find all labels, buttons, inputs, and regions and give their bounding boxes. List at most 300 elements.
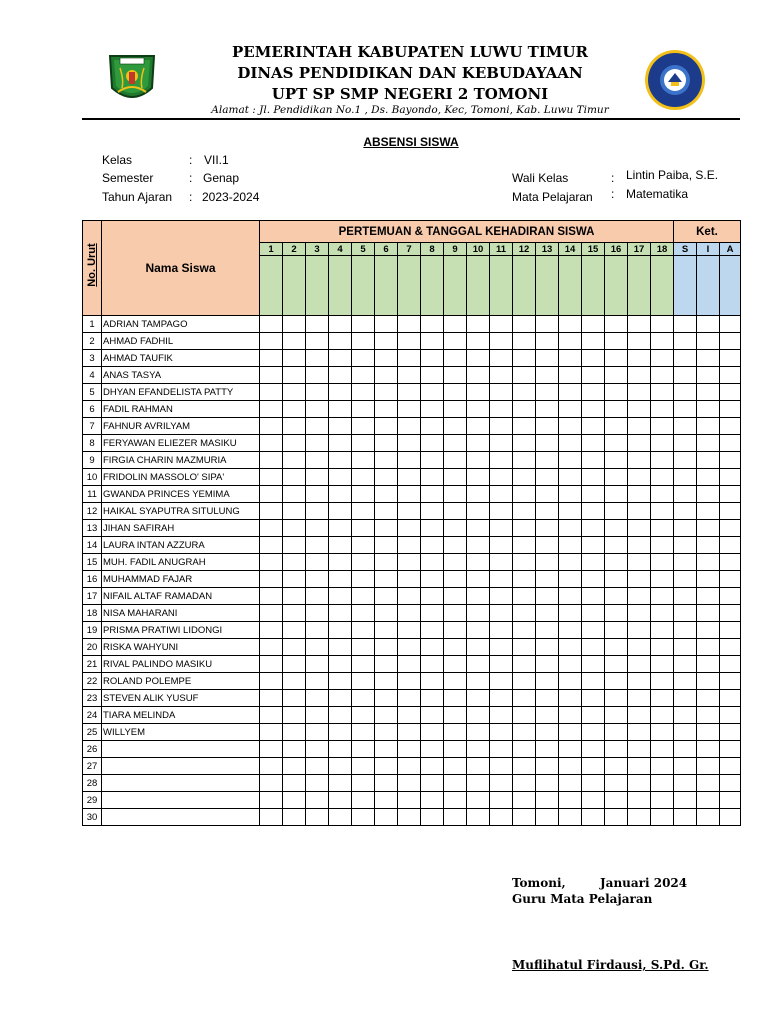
attendance-cell[interactable]: [628, 809, 651, 826]
attendance-cell[interactable]: [605, 384, 628, 401]
attendance-cell[interactable]: [421, 350, 444, 367]
attendance-cell[interactable]: [375, 673, 398, 690]
attendance-cell[interactable]: [283, 622, 306, 639]
attendance-cell[interactable]: [513, 350, 536, 367]
attendance-cell[interactable]: [490, 758, 513, 775]
attendance-cell[interactable]: [513, 741, 536, 758]
attendance-cell[interactable]: [306, 605, 329, 622]
attendance-cell[interactable]: [536, 486, 559, 503]
attendance-cell[interactable]: [260, 758, 283, 775]
meeting-date-cell[interactable]: [260, 256, 283, 316]
attendance-cell[interactable]: [513, 707, 536, 724]
attendance-cell[interactable]: [582, 622, 605, 639]
attendance-cell[interactable]: [605, 690, 628, 707]
attendance-cell[interactable]: [283, 350, 306, 367]
attendance-cell[interactable]: [329, 418, 352, 435]
attendance-cell[interactable]: [329, 605, 352, 622]
attendance-cell[interactable]: [467, 673, 490, 690]
ket-cell[interactable]: [697, 520, 720, 537]
ket-cell[interactable]: [697, 333, 720, 350]
attendance-cell[interactable]: [513, 384, 536, 401]
attendance-cell[interactable]: [536, 792, 559, 809]
attendance-cell[interactable]: [352, 401, 375, 418]
attendance-cell[interactable]: [398, 435, 421, 452]
attendance-cell[interactable]: [490, 792, 513, 809]
attendance-cell[interactable]: [306, 741, 329, 758]
attendance-cell[interactable]: [375, 775, 398, 792]
attendance-cell[interactable]: [582, 571, 605, 588]
attendance-cell[interactable]: [467, 554, 490, 571]
attendance-cell[interactable]: [421, 571, 444, 588]
attendance-cell[interactable]: [421, 401, 444, 418]
attendance-cell[interactable]: [306, 384, 329, 401]
attendance-cell[interactable]: [536, 469, 559, 486]
attendance-cell[interactable]: [398, 316, 421, 333]
attendance-cell[interactable]: [306, 775, 329, 792]
attendance-cell[interactable]: [490, 418, 513, 435]
attendance-cell[interactable]: [467, 724, 490, 741]
attendance-cell[interactable]: [582, 724, 605, 741]
attendance-cell[interactable]: [536, 809, 559, 826]
attendance-cell[interactable]: [559, 690, 582, 707]
attendance-cell[interactable]: [582, 605, 605, 622]
attendance-cell[interactable]: [605, 741, 628, 758]
attendance-cell[interactable]: [582, 503, 605, 520]
attendance-cell[interactable]: [352, 418, 375, 435]
attendance-cell[interactable]: [375, 333, 398, 350]
attendance-cell[interactable]: [398, 367, 421, 384]
attendance-cell[interactable]: [398, 350, 421, 367]
attendance-cell[interactable]: [444, 571, 467, 588]
attendance-cell[interactable]: [467, 809, 490, 826]
attendance-cell[interactable]: [513, 435, 536, 452]
attendance-cell[interactable]: [329, 656, 352, 673]
attendance-cell[interactable]: [329, 316, 352, 333]
attendance-cell[interactable]: [421, 554, 444, 571]
attendance-cell[interactable]: [490, 775, 513, 792]
attendance-cell[interactable]: [536, 316, 559, 333]
attendance-cell[interactable]: [444, 384, 467, 401]
ket-cell[interactable]: [674, 384, 697, 401]
attendance-cell[interactable]: [421, 333, 444, 350]
attendance-cell[interactable]: [628, 605, 651, 622]
attendance-cell[interactable]: [352, 775, 375, 792]
attendance-cell[interactable]: [421, 758, 444, 775]
attendance-cell[interactable]: [536, 622, 559, 639]
attendance-cell[interactable]: [605, 469, 628, 486]
ket-cell[interactable]: [697, 707, 720, 724]
attendance-cell[interactable]: [628, 775, 651, 792]
ket-cell[interactable]: [674, 435, 697, 452]
ket-cell[interactable]: [720, 316, 741, 333]
attendance-cell[interactable]: [283, 673, 306, 690]
ket-cell[interactable]: [697, 673, 720, 690]
attendance-cell[interactable]: [582, 384, 605, 401]
attendance-cell[interactable]: [421, 435, 444, 452]
ket-cell[interactable]: [674, 792, 697, 809]
attendance-cell[interactable]: [375, 639, 398, 656]
meeting-date-cell[interactable]: [398, 256, 421, 316]
attendance-cell[interactable]: [306, 656, 329, 673]
attendance-cell[interactable]: [283, 384, 306, 401]
attendance-cell[interactable]: [306, 503, 329, 520]
attendance-cell[interactable]: [283, 639, 306, 656]
attendance-cell[interactable]: [421, 452, 444, 469]
attendance-cell[interactable]: [421, 316, 444, 333]
ket-cell[interactable]: [720, 707, 741, 724]
attendance-cell[interactable]: [513, 520, 536, 537]
attendance-cell[interactable]: [536, 571, 559, 588]
attendance-cell[interactable]: [559, 724, 582, 741]
ket-cell[interactable]: [720, 792, 741, 809]
attendance-cell[interactable]: [421, 622, 444, 639]
attendance-cell[interactable]: [421, 792, 444, 809]
attendance-cell[interactable]: [260, 520, 283, 537]
attendance-cell[interactable]: [582, 486, 605, 503]
ket-cell[interactable]: [697, 316, 720, 333]
attendance-cell[interactable]: [444, 333, 467, 350]
attendance-cell[interactable]: [490, 571, 513, 588]
attendance-cell[interactable]: [306, 367, 329, 384]
attendance-cell[interactable]: [398, 690, 421, 707]
attendance-cell[interactable]: [651, 690, 674, 707]
attendance-cell[interactable]: [605, 639, 628, 656]
ket-cell[interactable]: [720, 741, 741, 758]
attendance-cell[interactable]: [260, 316, 283, 333]
ket-cell[interactable]: [674, 367, 697, 384]
ket-cell[interactable]: [720, 588, 741, 605]
attendance-cell[interactable]: [398, 333, 421, 350]
attendance-cell[interactable]: [329, 350, 352, 367]
attendance-cell[interactable]: [536, 418, 559, 435]
attendance-cell[interactable]: [398, 639, 421, 656]
ket-cell[interactable]: [720, 724, 741, 741]
attendance-cell[interactable]: [651, 316, 674, 333]
attendance-cell[interactable]: [605, 792, 628, 809]
ket-cell[interactable]: [697, 367, 720, 384]
attendance-cell[interactable]: [513, 792, 536, 809]
attendance-cell[interactable]: [513, 418, 536, 435]
attendance-cell[interactable]: [582, 418, 605, 435]
attendance-cell[interactable]: [260, 622, 283, 639]
attendance-cell[interactable]: [444, 758, 467, 775]
attendance-cell[interactable]: [329, 741, 352, 758]
attendance-cell[interactable]: [513, 316, 536, 333]
attendance-cell[interactable]: [375, 316, 398, 333]
attendance-cell[interactable]: [260, 537, 283, 554]
attendance-cell[interactable]: [444, 656, 467, 673]
attendance-cell[interactable]: [628, 486, 651, 503]
attendance-cell[interactable]: [283, 486, 306, 503]
attendance-cell[interactable]: [628, 520, 651, 537]
attendance-cell[interactable]: [559, 758, 582, 775]
attendance-cell[interactable]: [467, 316, 490, 333]
attendance-cell[interactable]: [490, 605, 513, 622]
attendance-cell[interactable]: [352, 333, 375, 350]
attendance-cell[interactable]: [444, 486, 467, 503]
meeting-date-cell[interactable]: [444, 256, 467, 316]
ket-cell[interactable]: [697, 724, 720, 741]
attendance-cell[interactable]: [306, 792, 329, 809]
attendance-cell[interactable]: [513, 469, 536, 486]
attendance-cell[interactable]: [628, 469, 651, 486]
attendance-cell[interactable]: [651, 673, 674, 690]
attendance-cell[interactable]: [559, 554, 582, 571]
attendance-cell[interactable]: [651, 639, 674, 656]
attendance-cell[interactable]: [467, 350, 490, 367]
attendance-cell[interactable]: [444, 605, 467, 622]
attendance-cell[interactable]: [306, 571, 329, 588]
attendance-cell[interactable]: [467, 520, 490, 537]
attendance-cell[interactable]: [421, 656, 444, 673]
attendance-cell[interactable]: [260, 486, 283, 503]
attendance-cell[interactable]: [283, 588, 306, 605]
attendance-cell[interactable]: [352, 656, 375, 673]
attendance-cell[interactable]: [283, 605, 306, 622]
attendance-cell[interactable]: [513, 673, 536, 690]
ket-cell[interactable]: [720, 571, 741, 588]
attendance-cell[interactable]: [421, 469, 444, 486]
ket-cell[interactable]: [720, 384, 741, 401]
attendance-cell[interactable]: [306, 316, 329, 333]
attendance-cell[interactable]: [559, 707, 582, 724]
ket-cell[interactable]: [697, 605, 720, 622]
attendance-cell[interactable]: [582, 537, 605, 554]
attendance-cell[interactable]: [536, 537, 559, 554]
attendance-cell[interactable]: [352, 520, 375, 537]
ket-cell[interactable]: [674, 724, 697, 741]
attendance-cell[interactable]: [513, 452, 536, 469]
attendance-cell[interactable]: [536, 656, 559, 673]
attendance-cell[interactable]: [651, 333, 674, 350]
attendance-cell[interactable]: [306, 758, 329, 775]
attendance-cell[interactable]: [329, 639, 352, 656]
attendance-cell[interactable]: [628, 350, 651, 367]
attendance-cell[interactable]: [559, 792, 582, 809]
attendance-cell[interactable]: [444, 741, 467, 758]
attendance-cell[interactable]: [444, 503, 467, 520]
attendance-cell[interactable]: [375, 401, 398, 418]
ket-cell[interactable]: [697, 758, 720, 775]
attendance-cell[interactable]: [536, 724, 559, 741]
attendance-cell[interactable]: [352, 503, 375, 520]
attendance-cell[interactable]: [352, 350, 375, 367]
attendance-cell[interactable]: [467, 588, 490, 605]
attendance-cell[interactable]: [536, 367, 559, 384]
attendance-cell[interactable]: [398, 656, 421, 673]
attendance-cell[interactable]: [352, 741, 375, 758]
attendance-cell[interactable]: [329, 775, 352, 792]
attendance-cell[interactable]: [398, 775, 421, 792]
attendance-cell[interactable]: [490, 452, 513, 469]
attendance-cell[interactable]: [352, 724, 375, 741]
attendance-cell[interactable]: [605, 622, 628, 639]
attendance-cell[interactable]: [513, 588, 536, 605]
attendance-cell[interactable]: [651, 537, 674, 554]
attendance-cell[interactable]: [582, 435, 605, 452]
meeting-date-cell[interactable]: [467, 256, 490, 316]
attendance-cell[interactable]: [398, 622, 421, 639]
attendance-cell[interactable]: [375, 622, 398, 639]
attendance-cell[interactable]: [513, 554, 536, 571]
attendance-cell[interactable]: [605, 401, 628, 418]
attendance-cell[interactable]: [375, 537, 398, 554]
ket-cell[interactable]: [720, 605, 741, 622]
attendance-cell[interactable]: [329, 333, 352, 350]
meeting-date-cell[interactable]: [605, 256, 628, 316]
ket-cell[interactable]: [720, 350, 741, 367]
attendance-cell[interactable]: [467, 605, 490, 622]
attendance-cell[interactable]: [467, 435, 490, 452]
attendance-cell[interactable]: [398, 537, 421, 554]
attendance-cell[interactable]: [421, 588, 444, 605]
attendance-cell[interactable]: [628, 707, 651, 724]
attendance-cell[interactable]: [444, 435, 467, 452]
ket-cell[interactable]: [674, 418, 697, 435]
attendance-cell[interactable]: [536, 503, 559, 520]
attendance-cell[interactable]: [582, 316, 605, 333]
attendance-cell[interactable]: [375, 418, 398, 435]
attendance-cell[interactable]: [490, 503, 513, 520]
ket-cell[interactable]: [674, 350, 697, 367]
attendance-cell[interactable]: [375, 435, 398, 452]
attendance-cell[interactable]: [375, 741, 398, 758]
attendance-cell[interactable]: [651, 571, 674, 588]
attendance-cell[interactable]: [582, 469, 605, 486]
ket-cell[interactable]: [674, 741, 697, 758]
attendance-cell[interactable]: [352, 316, 375, 333]
meeting-date-cell[interactable]: [582, 256, 605, 316]
ket-cell[interactable]: [720, 775, 741, 792]
attendance-cell[interactable]: [582, 554, 605, 571]
attendance-cell[interactable]: [398, 588, 421, 605]
attendance-cell[interactable]: [260, 690, 283, 707]
attendance-cell[interactable]: [329, 452, 352, 469]
attendance-cell[interactable]: [582, 452, 605, 469]
attendance-cell[interactable]: [283, 537, 306, 554]
attendance-cell[interactable]: [628, 384, 651, 401]
attendance-cell[interactable]: [260, 707, 283, 724]
attendance-cell[interactable]: [375, 520, 398, 537]
attendance-cell[interactable]: [628, 435, 651, 452]
ket-cell[interactable]: [720, 401, 741, 418]
attendance-cell[interactable]: [559, 639, 582, 656]
attendance-cell[interactable]: [444, 367, 467, 384]
attendance-cell[interactable]: [352, 571, 375, 588]
attendance-cell[interactable]: [628, 622, 651, 639]
attendance-cell[interactable]: [536, 690, 559, 707]
attendance-cell[interactable]: [398, 418, 421, 435]
attendance-cell[interactable]: [421, 384, 444, 401]
meeting-date-cell[interactable]: [490, 256, 513, 316]
attendance-cell[interactable]: [421, 690, 444, 707]
attendance-cell[interactable]: [398, 384, 421, 401]
attendance-cell[interactable]: [444, 588, 467, 605]
attendance-cell[interactable]: [513, 401, 536, 418]
meeting-date-cell[interactable]: [421, 256, 444, 316]
attendance-cell[interactable]: [490, 537, 513, 554]
attendance-cell[interactable]: [536, 435, 559, 452]
attendance-cell[interactable]: [536, 588, 559, 605]
attendance-cell[interactable]: [628, 316, 651, 333]
attendance-cell[interactable]: [605, 554, 628, 571]
attendance-cell[interactable]: [352, 690, 375, 707]
attendance-cell[interactable]: [513, 724, 536, 741]
attendance-cell[interactable]: [628, 690, 651, 707]
meeting-date-cell[interactable]: [329, 256, 352, 316]
attendance-cell[interactable]: [283, 707, 306, 724]
attendance-cell[interactable]: [260, 588, 283, 605]
attendance-cell[interactable]: [421, 724, 444, 741]
attendance-cell[interactable]: [352, 554, 375, 571]
attendance-cell[interactable]: [398, 707, 421, 724]
attendance-cell[interactable]: [283, 520, 306, 537]
attendance-cell[interactable]: [260, 639, 283, 656]
attendance-cell[interactable]: [467, 384, 490, 401]
attendance-cell[interactable]: [605, 605, 628, 622]
attendance-cell[interactable]: [582, 588, 605, 605]
attendance-cell[interactable]: [467, 690, 490, 707]
ket-cell[interactable]: [697, 469, 720, 486]
attendance-cell[interactable]: [490, 588, 513, 605]
attendance-cell[interactable]: [605, 758, 628, 775]
attendance-cell[interactable]: [559, 622, 582, 639]
ket-cell[interactable]: [674, 775, 697, 792]
attendance-cell[interactable]: [444, 401, 467, 418]
attendance-cell[interactable]: [628, 639, 651, 656]
attendance-cell[interactable]: [329, 367, 352, 384]
attendance-cell[interactable]: [352, 452, 375, 469]
attendance-cell[interactable]: [329, 384, 352, 401]
attendance-cell[interactable]: [375, 707, 398, 724]
attendance-cell[interactable]: [329, 520, 352, 537]
ket-cell[interactable]: [720, 503, 741, 520]
attendance-cell[interactable]: [536, 333, 559, 350]
ket-cell[interactable]: [720, 333, 741, 350]
attendance-cell[interactable]: [628, 401, 651, 418]
attendance-cell[interactable]: [536, 775, 559, 792]
attendance-cell[interactable]: [398, 469, 421, 486]
attendance-cell[interactable]: [329, 469, 352, 486]
attendance-cell[interactable]: [421, 809, 444, 826]
meeting-date-cell[interactable]: [651, 256, 674, 316]
ket-cell[interactable]: [697, 622, 720, 639]
attendance-cell[interactable]: [306, 333, 329, 350]
attendance-cell[interactable]: [536, 639, 559, 656]
attendance-cell[interactable]: [352, 605, 375, 622]
attendance-cell[interactable]: [352, 673, 375, 690]
attendance-cell[interactable]: [513, 605, 536, 622]
attendance-cell[interactable]: [513, 537, 536, 554]
attendance-cell[interactable]: [444, 809, 467, 826]
attendance-cell[interactable]: [490, 384, 513, 401]
attendance-cell[interactable]: [421, 673, 444, 690]
attendance-cell[interactable]: [398, 809, 421, 826]
attendance-cell[interactable]: [352, 435, 375, 452]
attendance-cell[interactable]: [329, 673, 352, 690]
attendance-cell[interactable]: [444, 707, 467, 724]
attendance-cell[interactable]: [605, 333, 628, 350]
attendance-cell[interactable]: [490, 469, 513, 486]
attendance-cell[interactable]: [283, 571, 306, 588]
attendance-cell[interactable]: [352, 639, 375, 656]
attendance-cell[interactable]: [467, 367, 490, 384]
meeting-date-cell[interactable]: [306, 256, 329, 316]
attendance-cell[interactable]: [605, 588, 628, 605]
attendance-cell[interactable]: [375, 588, 398, 605]
attendance-cell[interactable]: [467, 622, 490, 639]
attendance-cell[interactable]: [605, 571, 628, 588]
